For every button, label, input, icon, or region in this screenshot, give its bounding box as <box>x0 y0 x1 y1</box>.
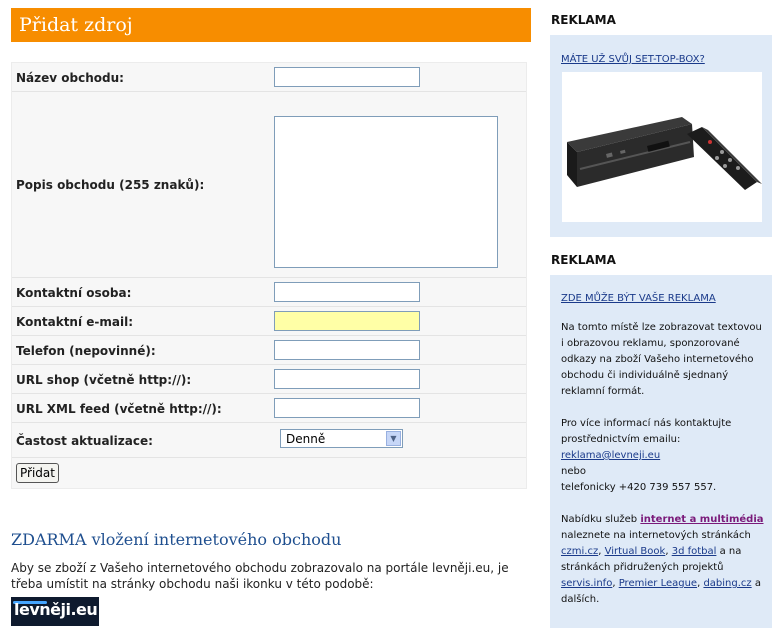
url-shop-input[interactable] <box>274 369 420 389</box>
set-top-box-image[interactable] <box>562 72 762 222</box>
ad2-link[interactable]: ZDE MŮŽE BÝT VAŠE REKLAMA <box>561 293 716 304</box>
contact-label: Kontaktní osoba: <box>16 286 132 300</box>
ad2-p3-d: a dalších. <box>561 578 761 605</box>
ad2-heading: REKLAMA <box>551 253 616 267</box>
ad1-box <box>550 35 772 237</box>
servis-info-link[interactable]: servis.info <box>561 578 613 589</box>
free-listing-heading: ZDARMA vložení internetového obchodu <box>11 530 342 549</box>
description-label: Popis obchodu (255 znaků): <box>16 178 205 192</box>
frequency-value: Denně <box>286 432 326 446</box>
ad2-p3-c: a na stránkách přidružených projektů <box>561 546 742 573</box>
set-top-box-icon <box>562 72 762 222</box>
email-input[interactable] <box>274 311 420 331</box>
description-textarea[interactable] <box>274 116 498 268</box>
main-content <box>11 8 531 619</box>
row-submit <box>12 458 526 488</box>
ad2-paragraph-3 <box>561 512 767 608</box>
row-name <box>12 63 526 92</box>
url-shop-label: URL shop (včetně http://): <box>16 373 192 387</box>
ad2-contact-intro: Pro více informací nás kontaktujte prostřednictvím emailu: <box>561 418 732 445</box>
submit-button[interactable]: Přidat <box>16 463 59 483</box>
dabing-link[interactable]: dabing.cz <box>703 578 752 589</box>
ad2-sep-3: , <box>612 578 616 589</box>
shop-name-input[interactable] <box>274 67 420 87</box>
3d-fotbal-link[interactable]: 3d fotbal <box>671 546 717 557</box>
ad2-sep-1: , <box>598 546 602 557</box>
ad1-link[interactable]: MÁTE UŽ SVŮJ SET-TOP-BOX? <box>561 54 705 65</box>
name-label: Název obchodu: <box>16 71 124 85</box>
frequency-label: Častost aktualizace: <box>16 434 153 448</box>
ad1-heading: REKLAMA <box>551 13 616 27</box>
ad2-paragraph-2 <box>561 416 767 496</box>
url-xml-label: URL XML feed (včetně http://): <box>16 402 222 416</box>
levneji-logo <box>11 597 99 626</box>
url-xml-input[interactable] <box>274 398 420 418</box>
row-frequency <box>12 423 526 458</box>
ad2-or: nebo <box>561 466 586 477</box>
row-url-shop <box>12 365 526 394</box>
frequency-select[interactable] <box>280 429 403 448</box>
page-title: Přidat zdroj <box>19 14 133 36</box>
internet-multimedia-link[interactable]: internet a multimédia <box>640 514 764 525</box>
row-contact <box>12 278 526 307</box>
logo-text: levněji.eu <box>14 600 98 619</box>
ad2-p3-b: naleznete na internetových stránkách <box>561 530 751 541</box>
phone-input[interactable] <box>274 340 420 360</box>
premier-league-link[interactable]: Premier League <box>618 578 698 589</box>
row-phone <box>12 336 526 365</box>
add-source-form <box>11 62 527 489</box>
ad2-text <box>561 320 767 608</box>
free-listing-text: Aby se zboží z Vašeho internetového obchodu zobrazovalo na portále levněji.eu, je třeba umístit na stránky obchodu naši ikonku v této podobě: <box>11 561 509 591</box>
ad2-sep-4: , <box>697 578 701 589</box>
ad2-box <box>550 275 772 628</box>
chevron-down-icon[interactable]: ▼ <box>386 431 401 446</box>
ad2-phone: telefonicky +420 739 557 557. <box>561 482 717 493</box>
contact-person-input[interactable] <box>274 282 420 302</box>
row-url-xml <box>12 394 526 423</box>
ad2-email-link[interactable]: reklama@levneji.eu <box>561 450 661 461</box>
email-label: Kontaktní e-mail: <box>16 315 134 329</box>
ad2-p3-a: Nabídku služeb <box>561 514 638 525</box>
ad2-sep-2: , <box>665 546 669 557</box>
ad2-paragraph-1: Na tomto místě lze zobrazovat textovou i obrazovou reklamu, sponzorované odkazy na zboží Vašeho internetového obchodu či individuálně sjednaný reklamní formát. <box>561 322 762 397</box>
row-description <box>12 92 526 278</box>
form-header <box>11 8 531 42</box>
virtual-book-link[interactable]: Virtual Book <box>604 546 666 557</box>
czmi-link[interactable]: czmi.cz <box>561 546 599 557</box>
row-email <box>12 307 526 336</box>
phone-label: Telefon (nepovinné): <box>16 344 156 358</box>
